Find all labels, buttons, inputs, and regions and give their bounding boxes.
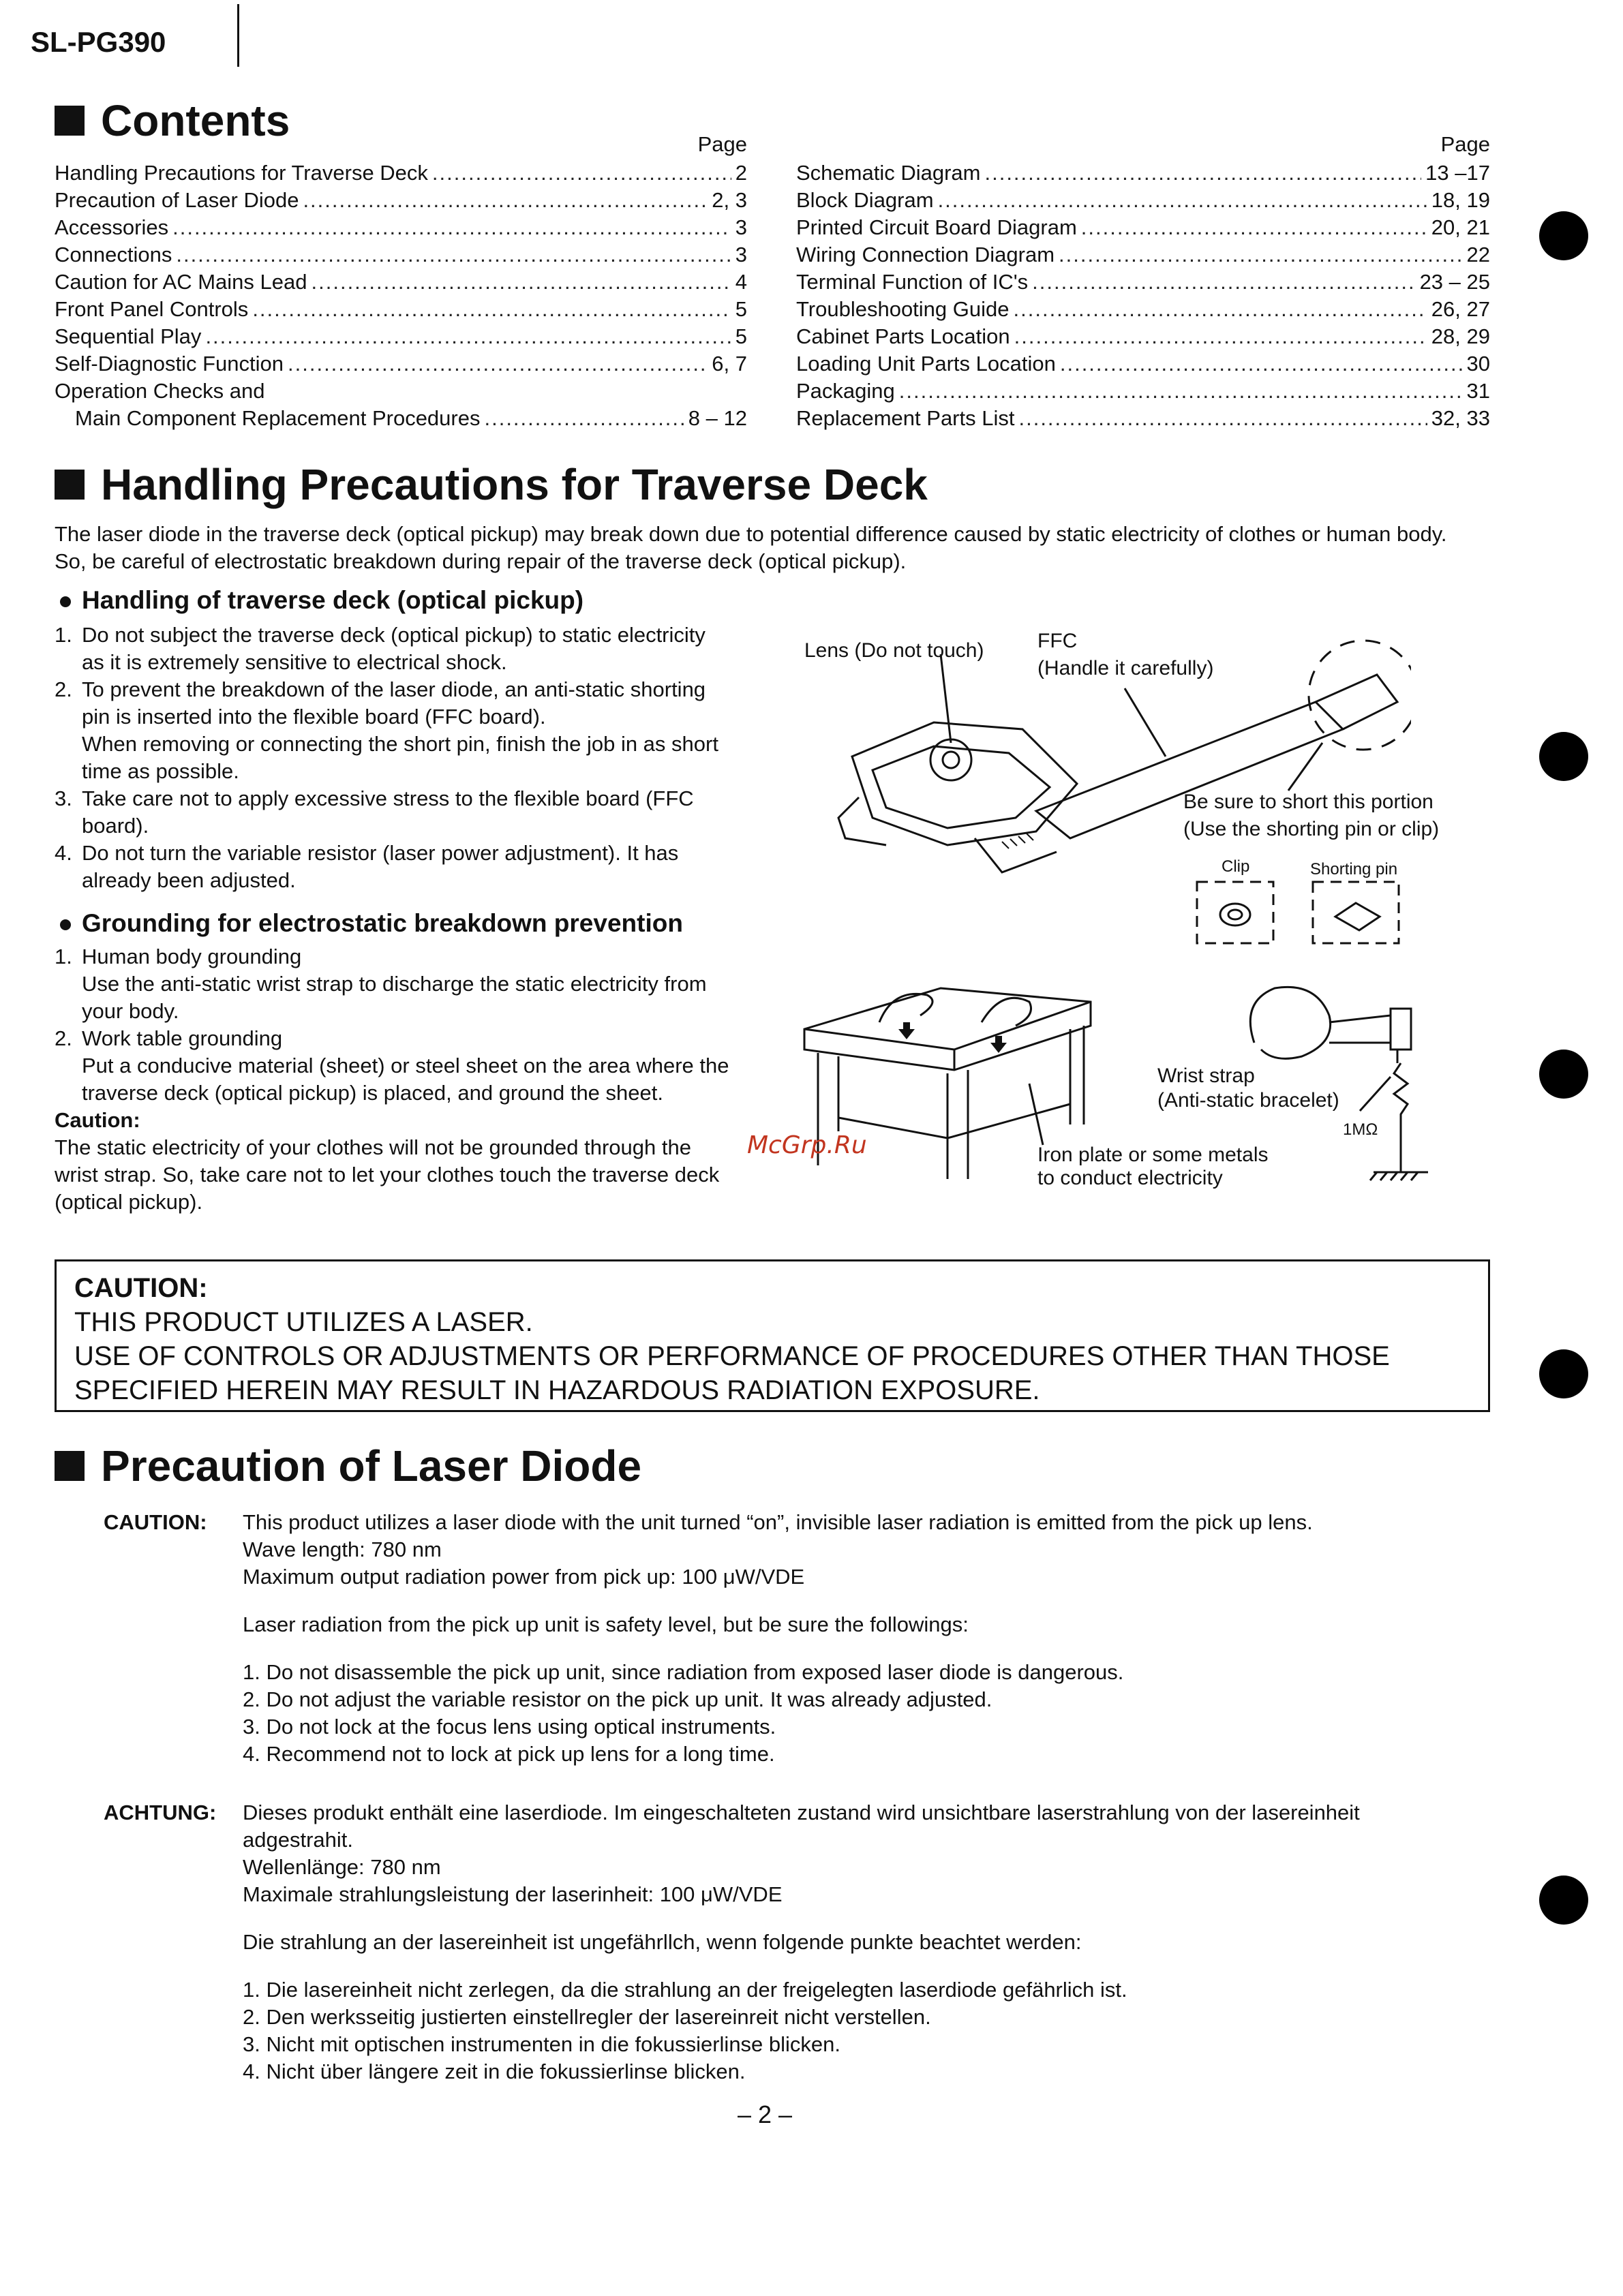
- subsection-heading: [60, 586, 583, 615]
- toc-entry[interactable]: Loading Unit Parts Location ..... 30: [796, 352, 1490, 379]
- toc-entry[interactable]: Replacement Parts List ..... 32, 33: [796, 406, 1490, 433]
- toc-entry[interactable]: Printed Circuit Board Diagram ..... 20, 21: [796, 215, 1490, 243]
- binder-hole: [1539, 1050, 1588, 1099]
- resistor-symbol: [1394, 1063, 1408, 1172]
- list-item: 1. Human body grounding Use the anti-static wrist strap to discharge the static electricity from your body.: [55, 945, 707, 1023]
- clip-box: [1197, 882, 1273, 943]
- iron-plate-note: to conduct electricity: [1037, 1167, 1223, 1189]
- binder-hole: [1539, 1349, 1588, 1398]
- laser-caution-label: CAUTION:: [104, 1510, 207, 1534]
- laser-caution-line: Wave length: 780 nm: [243, 1537, 442, 1561]
- laser-caution-block: [104, 1509, 1494, 1768]
- iron-plate-label: Iron plate or some metals: [1037, 1144, 1269, 1166]
- caution-label: Caution:: [55, 1108, 140, 1132]
- subsection-title: Handling of traverse deck (optical pickup): [82, 586, 584, 614]
- caution-box-line: THIS PRODUCT UTILIZES A LASER.: [74, 1307, 533, 1337]
- toc-entry[interactable]: Front Panel Controls ..... 5: [55, 297, 747, 324]
- contents-right-column: [796, 132, 1490, 433]
- handling-intro-line: So, be careful of electrostatic breakdown during repair of the traverse deck (optical pickup).: [55, 549, 907, 573]
- list-item: 4. Recommend not to lock at pick up lens for a long time.: [243, 1742, 775, 1766]
- toc-entry[interactable]: Operation Checks and: [55, 379, 265, 403]
- section-bullet: [55, 1451, 85, 1481]
- toc-entry[interactable]: Handling Precautions for Traverse Deck ..... 2: [55, 161, 747, 188]
- handling-list: [55, 622, 763, 894]
- page-column-label: Page: [697, 132, 747, 156]
- hand-right: [982, 998, 1031, 1026]
- ffc-note: (Handle it carefully): [1037, 657, 1214, 679]
- handling-intro-line: The laser diode in the traverse deck (optical pickup) may break down due to potential difference caused by static electricity of clothes or human body.: [55, 522, 1447, 546]
- deck-inner: [873, 746, 1050, 828]
- list-item: 3. Nicht mit optischen instrumenten in die fokussierlinse blicken.: [243, 2032, 841, 2056]
- header-divider: [237, 4, 239, 67]
- caution-box-line: USE OF CONTROLS OR ADJUSTMENTS OR PERFORMANCE OF PROCEDURES OTHER THAN THOSE: [74, 1341, 1390, 1371]
- toc-entry[interactable]: Block Diagram ..... 18, 19: [796, 188, 1490, 215]
- ffc-label: FFC: [1037, 630, 1078, 652]
- model-number: SL-PG390: [31, 26, 166, 58]
- ffc-leader: [1125, 688, 1166, 756]
- ffc-tip: [1316, 675, 1397, 729]
- page-number: – 2 –: [738, 2100, 793, 2128]
- pickup-lens-center: [943, 752, 959, 768]
- toc-entry[interactable]: Terminal Function of IC's ..... 23 – 25: [796, 270, 1490, 297]
- achtung-label: ACHTUNG:: [104, 1801, 217, 1824]
- subsection-title: Grounding for electrostatic breakdown prevention: [82, 909, 683, 937]
- bullet-dot: [60, 919, 71, 930]
- grounding-caution: [55, 1107, 777, 1216]
- deck-bottom: [975, 838, 1057, 872]
- toc-entry[interactable]: Precaution of Laser Diode ..... 2, 3: [55, 188, 747, 215]
- binder-hole: [1539, 732, 1588, 781]
- arrow-down-icon: [990, 1036, 1007, 1053]
- clip-label: Clip: [1222, 857, 1250, 876]
- binder-hole: [1539, 211, 1588, 260]
- list-item: 2. Do not adjust the variable resistor on the pick up unit. It was already adjusted.: [243, 1687, 992, 1711]
- grounding-list: [55, 943, 763, 1107]
- bullet-dot: [60, 596, 71, 607]
- toc-entry[interactable]: Troubleshooting Guide ..... 26, 27: [796, 297, 1490, 324]
- shorting-pin-box: [1313, 882, 1399, 943]
- wrist-hand: [1250, 987, 1330, 1058]
- toc-entry[interactable]: Main Component Replacement Procedures ..... 8 – 12: [55, 406, 747, 433]
- toc-entry[interactable]: Schematic Diagram ..... 13 –17: [796, 161, 1490, 188]
- short-portion-highlight: [1309, 641, 1411, 750]
- achtung-line: Maximale strahlungsleistung der laserinheit: 100 μW/VDE: [243, 1882, 783, 1906]
- resistor-label: 1MΩ: [1343, 1120, 1378, 1139]
- list-item: 1. Do not disassemble the pick up unit, since radiation from exposed laser diode is dangerous.: [243, 1660, 1124, 1684]
- list-item: 4. Nicht über längere zeit in die fokussierlinse blicken.: [243, 2060, 746, 2083]
- toc-entry[interactable]: Packaging ..... 31: [796, 379, 1490, 406]
- list-item: 2. Den werksseitig justierten einstellregler der lasereinreit nicht verstellen.: [243, 2005, 931, 2029]
- wrist-leader: [1360, 1077, 1391, 1111]
- wrist-strap-note: (Anti-static bracelet): [1157, 1089, 1339, 1112]
- toc-entry[interactable]: Connections ..... 3: [55, 243, 747, 270]
- caution-line: wrist strap. So, take care not to let your clothes touch the traverse deck: [55, 1163, 720, 1187]
- short-note-1: Be sure to short this portion: [1183, 791, 1434, 813]
- laser-heading: [55, 1441, 641, 1491]
- list-item: 2. To prevent the breakdown of the laser diode, an anti-static shorting pin is inserted into the flexible board (FFC board). When removing or connecting the short pin, finish the job in as short time as possible.: [55, 677, 718, 783]
- shorting-pin-label: Shorting pin: [1310, 860, 1398, 878]
- list-item: 3. Take care not to apply excessive stress to the flexible board (FFC board).: [55, 786, 694, 838]
- pickup-lens: [930, 739, 971, 780]
- contents-title: Contents: [101, 96, 290, 145]
- arrow-down-icon: [898, 1022, 915, 1039]
- toc-entry[interactable]: Cabinet Parts Location ..... 28, 29: [796, 324, 1490, 352]
- laser-caution-line: Maximum output radiation power from pick up: 100 μW/VDE: [243, 1565, 805, 1589]
- deck-outline: [852, 722, 1077, 845]
- caution-box-line: SPECIFIED HEREIN MAY RESULT IN HAZARDOUS RADIATION EXPOSURE.: [74, 1375, 1040, 1405]
- wrist-strap-band: [1391, 1009, 1411, 1050]
- toc-entry[interactable]: Wiring Connection Diagram ..... 22: [796, 243, 1490, 270]
- achtung-line: adgestrahit.: [243, 1828, 353, 1852]
- contents-left-column: [55, 132, 747, 433]
- list-item: 2. Work table grounding Put a conducive material (sheet) or steel sheet on the area where the traverse deck (optical pickup) is placed, and ground the sheet.: [55, 1026, 729, 1105]
- toc-entry[interactable]: Sequential Play ..... 5: [55, 324, 747, 352]
- laser-caution-box: [55, 1259, 1490, 1412]
- achtung-line: Wellenlänge: 780 nm: [243, 1855, 441, 1879]
- clip-icon: [1220, 904, 1250, 925]
- handling-heading: [55, 459, 928, 510]
- laser-achtung-block: [104, 1799, 1494, 2085]
- page-column-label: Page: [1440, 132, 1490, 156]
- watermark: McGrp.Ru: [747, 1131, 867, 1159]
- caution-line: The static electricity of your clothes will not be grounded through the: [55, 1135, 691, 1159]
- toc-entry[interactable]: Accessories ..... 3: [55, 215, 747, 243]
- lens-leader: [941, 654, 951, 743]
- work-table-top: [804, 988, 1091, 1070]
- binder-hole: [1539, 1876, 1588, 1925]
- achtung-line: Dieses produkt enthält eine laserdiode. Im eingeschalteten zustand wird unsichtbare laserstrahlung von der lasereinheit: [243, 1801, 1360, 1824]
- laser-title: Precaution of Laser Diode: [101, 1441, 642, 1490]
- handling-intro: [55, 521, 1500, 575]
- achtung-safety-line: Die strahlung an der lasereinheit ist ungefährllch, wenn folgende punkte beachtet werden:: [243, 1930, 1082, 1954]
- list-item: 3. Do not lock at the focus lens using optical instruments.: [243, 1715, 776, 1739]
- section-bullet: [55, 470, 85, 500]
- shorting-pin-icon: [1335, 903, 1380, 930]
- laser-safety-line: Laser radiation from the pick up unit is safety level, but be sure the followings:: [243, 1612, 969, 1636]
- caution-box-title: CAUTION:: [74, 1273, 208, 1303]
- toc-entry[interactable]: Self-Diagnostic Function ..... 6, 7: [55, 352, 747, 379]
- list-item: 1. Do not subject the traverse deck (optical pickup) to static electricity as it is extremely sensitive to electrical shock.: [55, 623, 706, 674]
- short-note-2: (Use the shorting pin or clip): [1183, 818, 1440, 840]
- lens-label: Lens (Do not touch): [804, 639, 984, 662]
- list-item: 4. Do not turn the variable resistor (laser power adjustment). It has already been adjusted.: [55, 841, 679, 892]
- clip-and-pin-icons: [1196, 879, 1407, 947]
- section-bullet: [55, 106, 85, 136]
- list-item: 1. Die lasereinheit nicht zerlegen, da die strahlung an der freigelegten laserdiode gefährlich ist.: [243, 1978, 1127, 2002]
- subsection-heading: [60, 909, 683, 938]
- caution-line: (optical pickup).: [55, 1190, 203, 1214]
- toc-entry[interactable]: Caution for AC Mains Lead ..... 4: [55, 270, 747, 297]
- wrist-strap-label: Wrist strap: [1157, 1065, 1255, 1087]
- handling-title: Handling Precautions for Traverse Deck: [101, 460, 928, 509]
- laser-caution-line: This product utilizes a laser diode with the unit turned “on”, invisible laser radiation is emitted from the pick up lens.: [243, 1510, 1313, 1534]
